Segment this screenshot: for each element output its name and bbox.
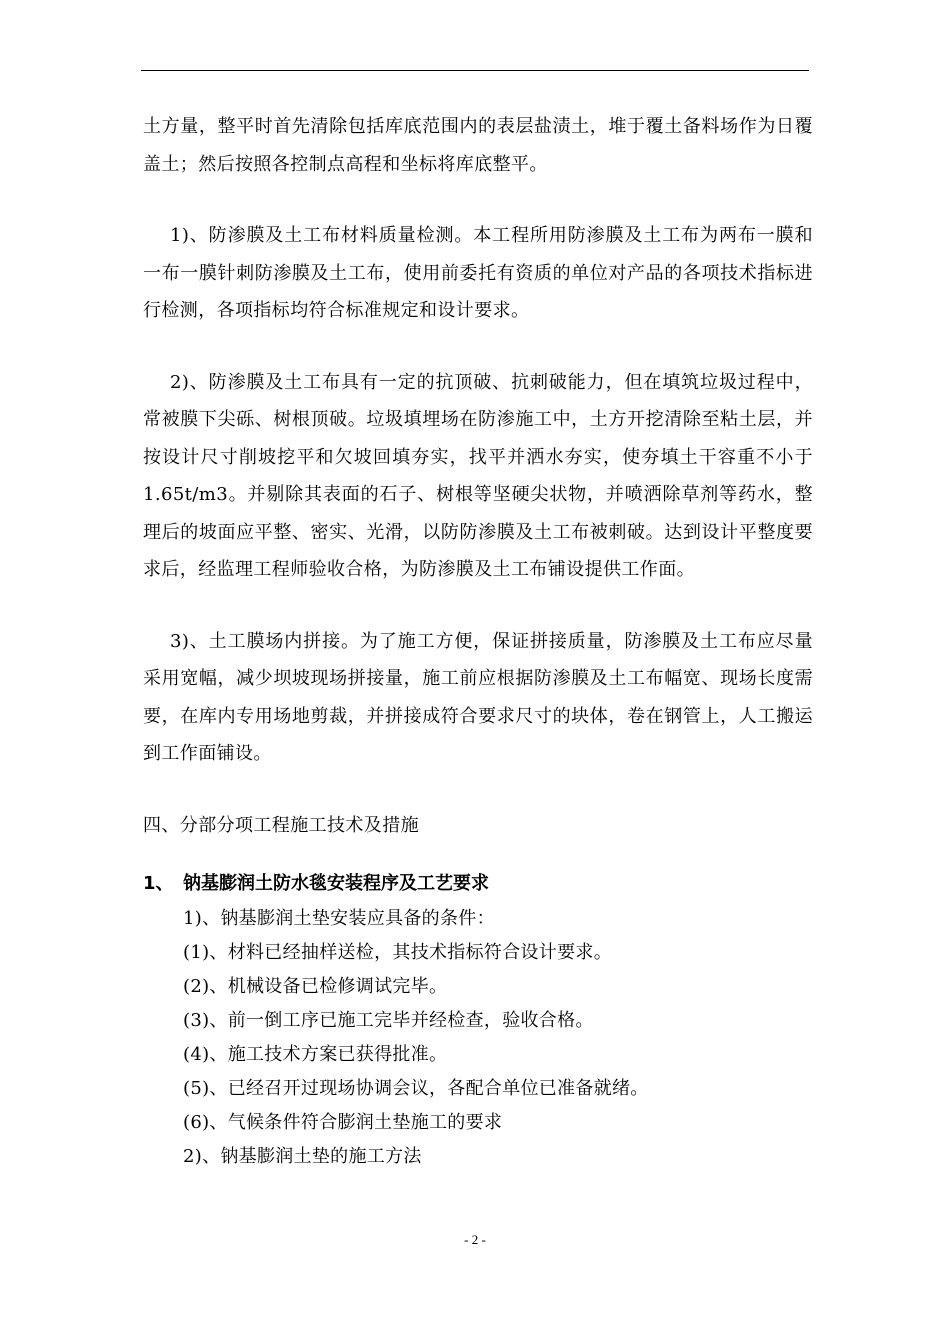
section-heading: 四、分部分项工程施工技术及措施 xyxy=(143,814,419,836)
list-intro: 1)、钠基膨润土垫安装应具备的条件： xyxy=(183,908,495,929)
paragraph-item-1: 1)、防渗膜及土工布材料质量检测。本工程所用防渗膜及土工布为两布一膜和一布一膜针刺防渗膜及土工布，使用前委托有资质的单位对产品的各项技术指标进行检测，各项指标均符合标准规定和设计要求。 xyxy=(143,225,813,321)
paragraph-continuation: 土方量，整平时首先清除包括库底范围内的表层盐渍土，堆于覆土备料场作为日覆盖土；然后按照各控制点高程和坐标将库底整平。 xyxy=(143,116,813,175)
paragraph-item-2: 2)、防渗膜及土工布具有一定的抗顶破、抗刺破能力，但在填筑垃圾过程中，常被膜下尖砾、树根顶破。垃圾填埋场在防渗施工中，土方开挖清除至粘土层，并按设计尺寸削坡挖平和欠坡回填夯实，找平并洒水夯实，使夯填土干容重不小于1.65t/m3。并剔除其表面的石子、树根等坚硬尖状物，并喷洒除草剂等药水，整理后的坡面应平整、密实、光滑，以防防渗膜及土工布被刺破。达到设计平整度要求后，经监理工程师验收合格，为防渗膜及土工布铺设提供工作面。 xyxy=(143,371,813,580)
list-outro: 2)、钠基膨润土垫的施工方法 xyxy=(183,1146,422,1167)
list-item: (5)、已经召开过现场协调会议，各配合单位已准备就绪。 xyxy=(183,1078,649,1099)
paragraph-item-3: 3)、土工膜场内拼接。为了施工方便，保证拼接质量，防渗膜及土工布应尽量采用宽幅，减少坝坡现场拼接量，施工前应根据防渗膜及土工布幅宽、现场长度需要，在库内专用场地剪裁，并拼接成符合要求尺寸的块体，卷在钢管上，人工搬运到工作面铺设。 xyxy=(143,630,813,764)
page-number: - 2 - xyxy=(464,1232,486,1247)
list-item: (2)、机械设备已检修调试完毕。 xyxy=(183,976,448,997)
subsection-heading xyxy=(143,866,813,902)
list-item: (6)、气候条件符合膨润土垫施工的要求 xyxy=(183,1112,503,1133)
subsection-number: 1、 xyxy=(143,873,174,894)
list-item: (1)、材料已经抽样送检，其技术指标符合设计要求。 xyxy=(183,942,612,963)
list-item: (4)、施工技术方案已获得批准。 xyxy=(183,1044,448,1065)
list-item: (3)、前一倒工序已施工完毕并经检查，验收合格。 xyxy=(183,1010,594,1031)
subsection-title: 钠基膨润土防水毯安装程序及工艺要求 xyxy=(183,873,489,894)
header-rule xyxy=(141,70,809,71)
document-body xyxy=(143,108,813,1174)
